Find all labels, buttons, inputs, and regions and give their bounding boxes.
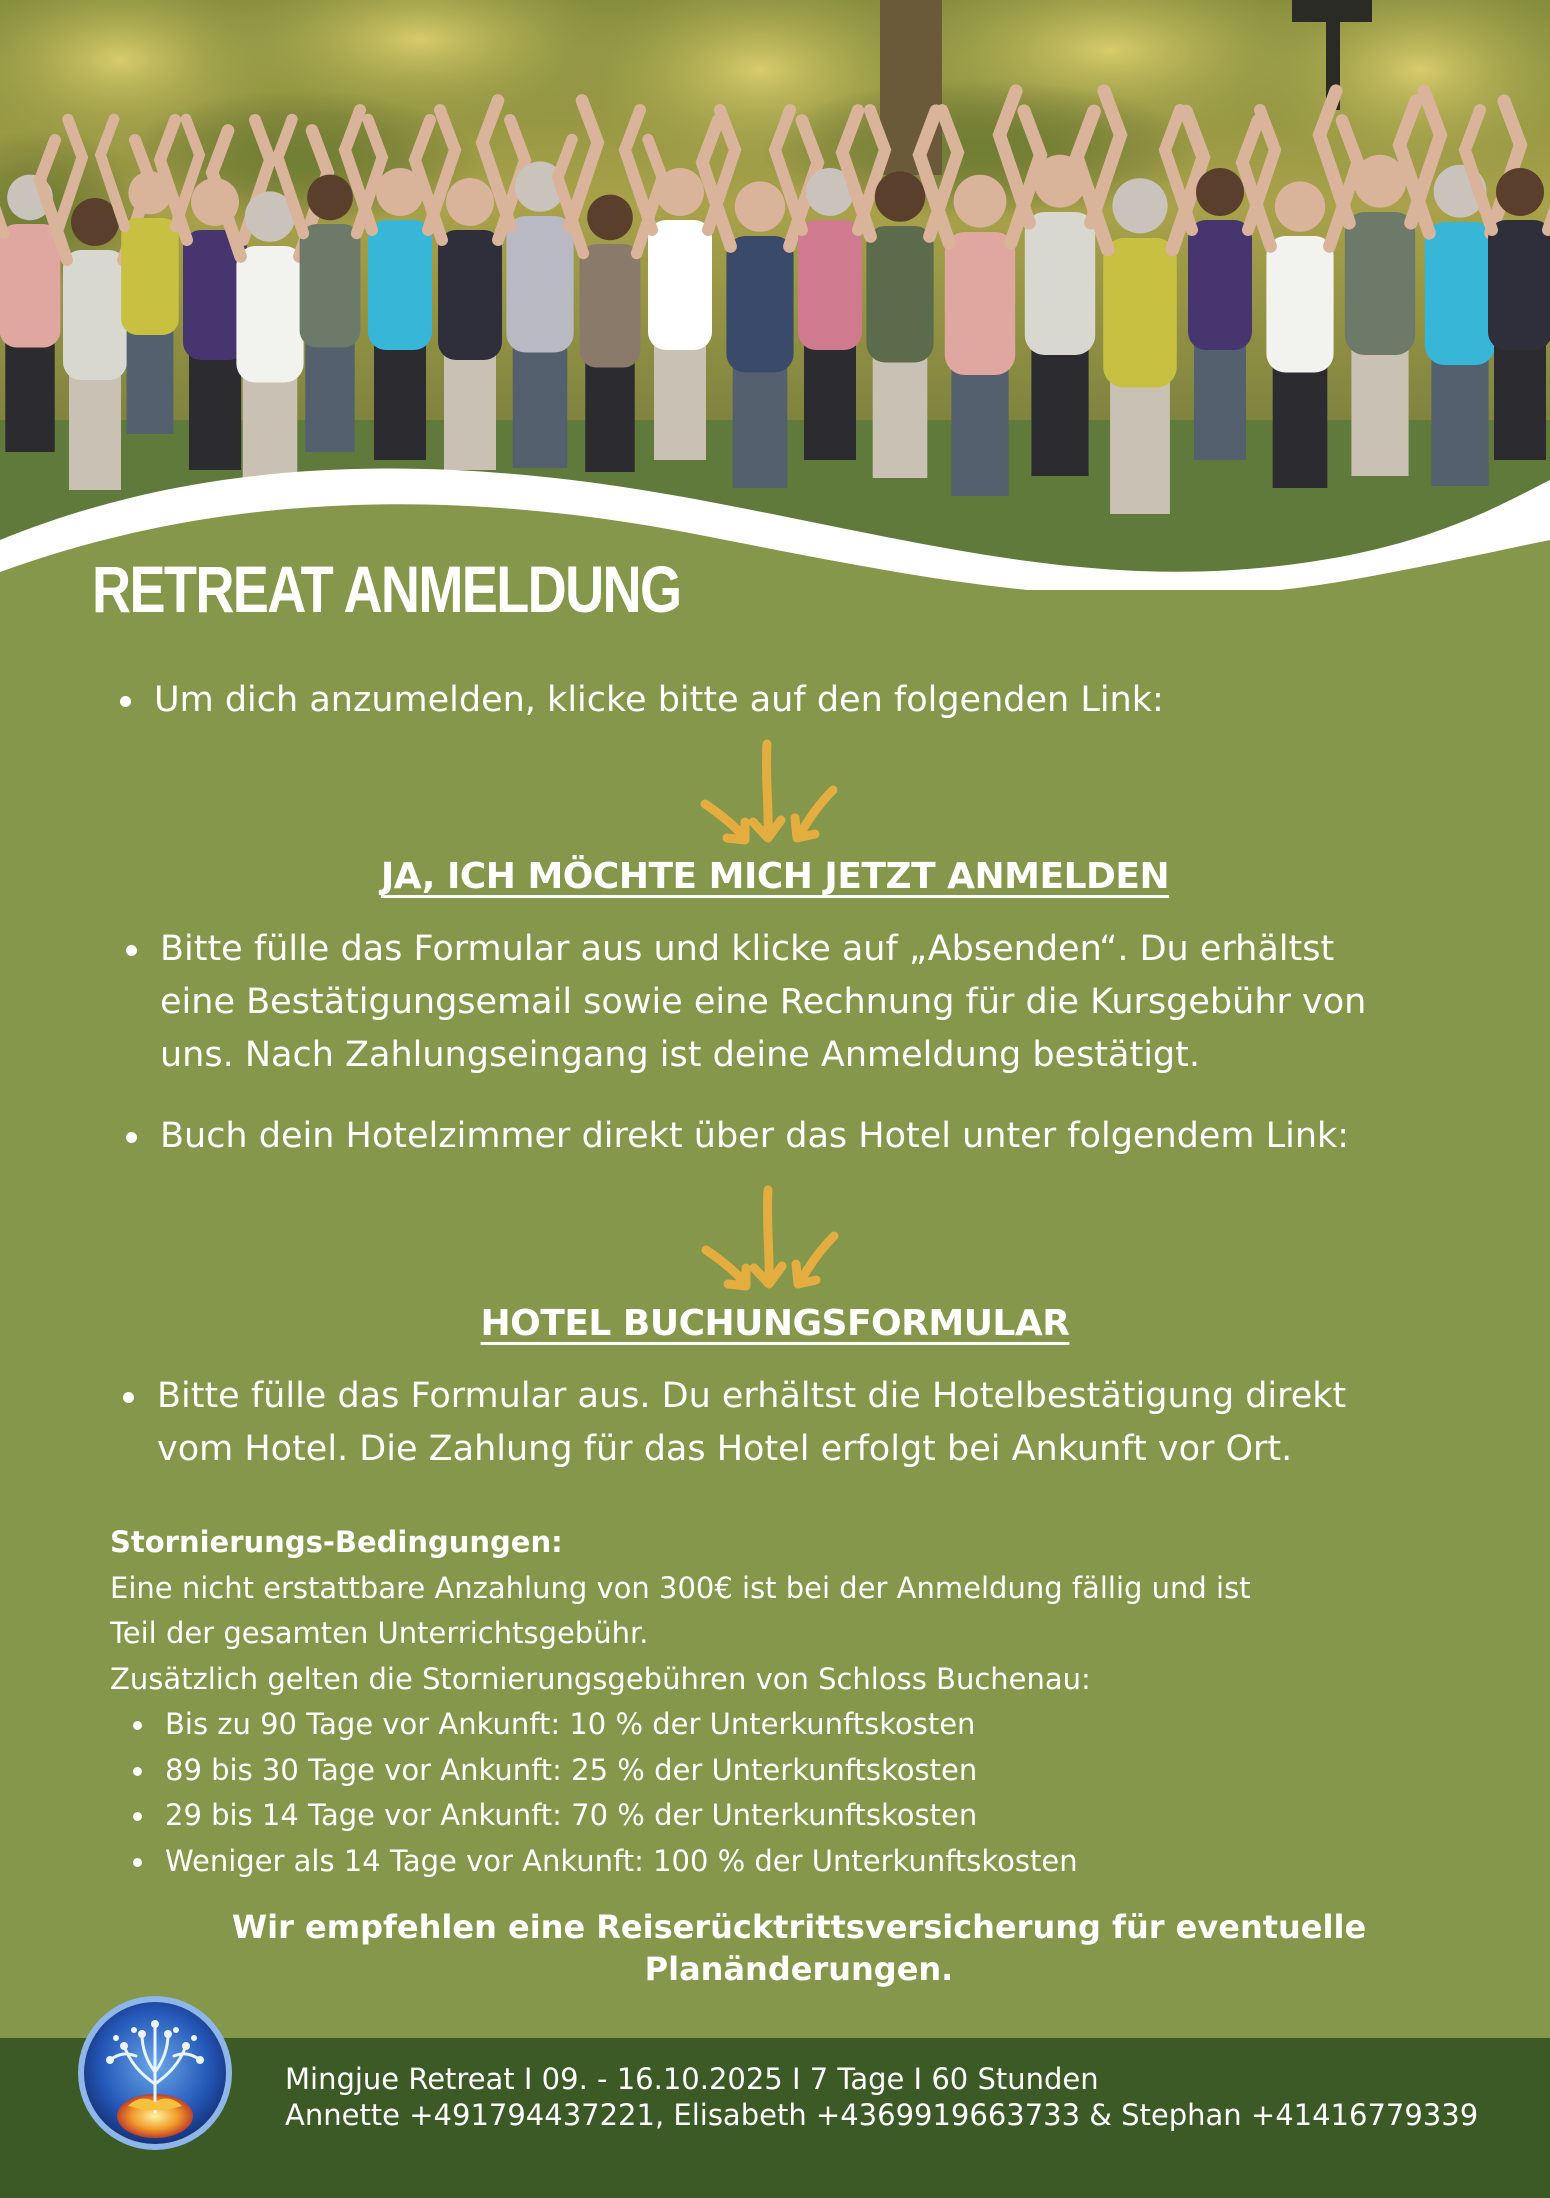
cancellation-heading: Stornierungs-Bedingungen: (110, 1525, 563, 1559)
cancellation-fee-list (110, 1702, 1450, 1884)
hero-photo (0, 0, 1550, 590)
arrows-down-icon (696, 1182, 846, 1294)
form-instructions-line: Bitte fülle das Formular aus und klicke auf „Absenden“. Du erhältst (160, 929, 1335, 969)
page-title: RETREAT ANMELDUNG (92, 552, 681, 626)
insurance-recommendation (0, 1906, 1550, 1990)
cancellation-fee-item: Bis zu 90 Tage vor Ankunft: 10 % der Unterkunftskosten (165, 1702, 1450, 1748)
form-instructions-line: eine Bestätigungsemail sowie eine Rechnung für die Kursgebühr von (160, 982, 1367, 1022)
cancellation-fee-item: 29 bis 14 Tage vor Ankunft: 70 % der Unterkunftskosten (165, 1793, 1450, 1839)
footer-contacts: Annette +491794437221, Elisabeth +4369919663733 & Stephan +41416779339 (285, 2098, 1479, 2132)
arrows-down-icon (695, 736, 845, 848)
tree-lotus-logo (76, 1994, 234, 2152)
form-instructions-line: uns. Nach Zahlungseingang ist deine Anmeldung bestätigt. (160, 1035, 1201, 1075)
cancellation-text: Teil der gesamten Unterrichtsgebühr. (110, 1616, 649, 1650)
hotel-form-line: Bitte fülle das Formular aus. Du erhältst die Hotelbestätigung direkt (157, 1376, 1347, 1416)
hotel-booking-link[interactable]: HOTEL BUCHUNGSFORMULAR (480, 1303, 1070, 1344)
cancellation-fee-item: Weniger als 14 Tage vor Ankunft: 100 % der Unterkunftskosten (165, 1839, 1450, 1885)
footer-contact (285, 2061, 1478, 2133)
cancellation-text: Zusätzlich gelten die Stornierungsgebühren von Schloss Buchenau: (110, 1661, 1091, 1696)
footer-event-info: Mingjue Retreat I 09. - 16.10.2025 I 7 Tage I 60 Stunden (285, 2062, 1099, 2096)
hotel-form-bullet (157, 1370, 1507, 1476)
hotel-form-line: vom Hotel. Die Zahlung für das Hotel erfolgt bei Ankunft vor Ort. (157, 1429, 1293, 1469)
cancellation-terms (110, 1520, 1450, 1884)
registration-link[interactable]: JA, ICH MÖCHTE MICH JETZT ANMELDEN (380, 856, 1170, 897)
recommendation-line: Planänderungen. (644, 1950, 954, 1988)
recommendation-line: Wir empfehlen eine Reiserücktrittsversicherung für eventuelle (231, 1908, 1367, 1946)
intro-bullet: Um dich anzumelden, klicke bitte auf den folgenden Link: (154, 674, 1164, 727)
cancellation-text: Eine nicht erstattbare Anzahlung von 300€ ist bei der Anmeldung fällig und ist (110, 1570, 1251, 1605)
hotel-bullet: Buch dein Hotelzimmer direkt über das Hotel unter folgendem Link: (160, 1110, 1349, 1163)
form-instructions-bullet (160, 923, 1500, 1082)
cancellation-fee-item: 89 bis 30 Tage vor Ankunft: 25 % der Unterkunftskosten (165, 1748, 1450, 1794)
